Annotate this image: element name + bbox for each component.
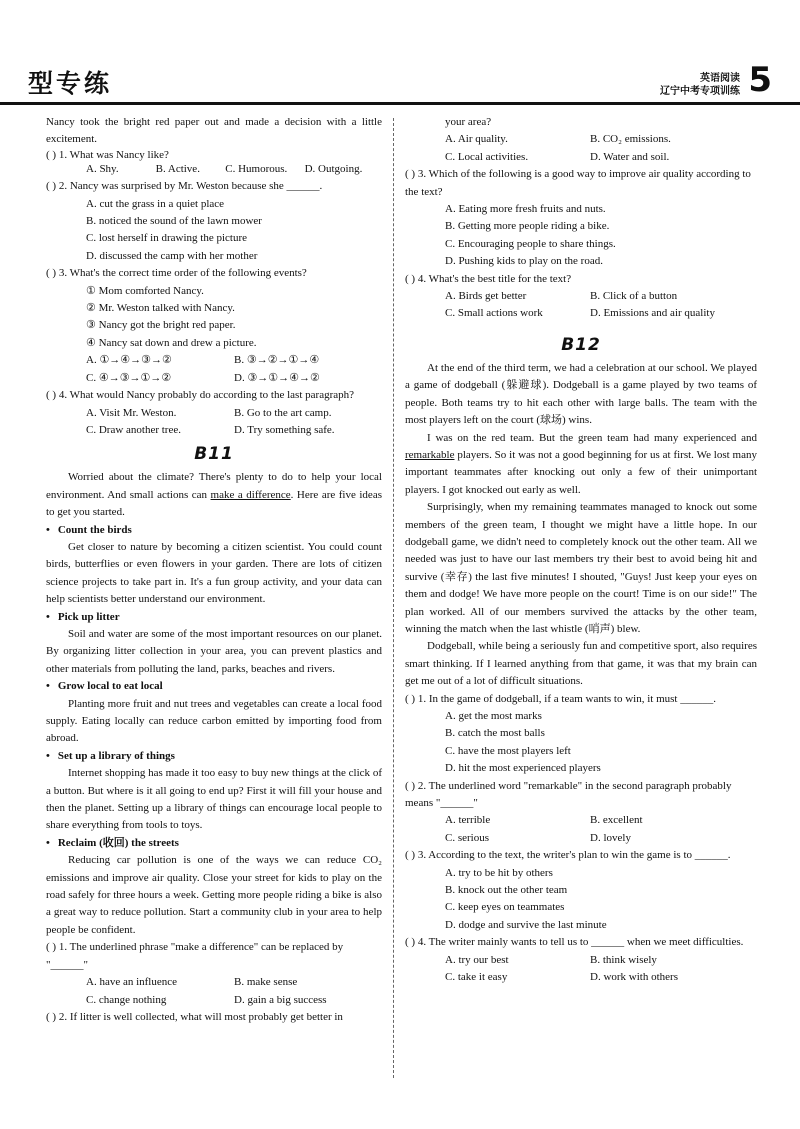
- column-divider: [393, 118, 394, 1078]
- question-stem: ( ) 4. What would Nancy probably do according to the last paragraph?: [46, 389, 354, 402]
- section-title-b11: B11: [194, 444, 234, 465]
- idea-heading: • Pick up litter: [46, 609, 382, 626]
- b10-question-1: [46, 149, 382, 178]
- header-series: [660, 72, 740, 98]
- option[interactable]: A. Air quality.: [445, 133, 508, 146]
- question-stem: ( ) 2. The underlined word "remarkable" in the second paragraph probably means "______": [405, 779, 732, 810]
- page-number: 5: [748, 60, 772, 100]
- intro-text: Worried about the climate? There's plenty to do to help your local environment. And small actions can: [46, 471, 382, 501]
- option[interactable]: C. change nothing: [86, 993, 167, 1006]
- idea-text: Internet shopping has made it too easy to buy new things at the click of a button. But where is it all going to end up? First it will fill your house and then the planet. Setting up a library of things can encourage local people to share everything from tools to toys.: [46, 767, 382, 832]
- option[interactable]: A. have an influence: [86, 976, 178, 989]
- event-item: ④ Nancy sat down and drew a picture.: [86, 336, 257, 349]
- option[interactable]: A. Eating more fresh fruits and nuts.: [445, 203, 606, 216]
- b11-question-1: [46, 939, 382, 1009]
- intro-text: . Here are five ideas to get you started.: [46, 488, 382, 519]
- question-stem: ( ) 4. The writer mainly wants to tell us to ______ when we meet difficulties.: [405, 936, 744, 949]
- question-stem: ( ) 3. What's the correct time order of the following events?: [46, 267, 307, 280]
- question-stem: ( ) 3. Which of the following is a good way to improve air quality according to the text?: [405, 168, 751, 198]
- b12-question-1: [405, 691, 757, 778]
- option[interactable]: D. Try something safe.: [234, 423, 335, 436]
- paragraph-text: I was on the red team. But the green team had many experienced and: [427, 431, 757, 444]
- idea-heading: • Set up a library of things: [46, 748, 382, 765]
- option[interactable]: D. Pushing kids to play on the road.: [445, 255, 603, 268]
- option[interactable]: C. take it easy: [445, 971, 508, 984]
- idea-heading: • Grow local to eat local: [46, 678, 382, 695]
- b12-paragraph: Surprisingly, when my remaining teammates managed to knock out some members of the green team, I thought we might have a little hope. In our dodgeball game, we didn't need to completely knock out the other team. All we needed was just to have our last members try their best to avoid being hit and survive (幸存) the last five minutes! I shouted, "Guys! Just keep your eyes on them and dodge! We have more people on the court! Time is on our side!" The plan worked. All of our members survived the attacks by the other team, winning the match when the last whistle (哨声) blew.: [405, 501, 757, 635]
- option[interactable]: C. Encouraging people to share things.: [445, 237, 616, 250]
- option[interactable]: D. Water and soil.: [590, 150, 670, 163]
- underlined-word: remarkable: [405, 448, 455, 461]
- header-series-name: 英语阅读: [700, 73, 740, 84]
- right-column: [405, 114, 757, 987]
- option[interactable]: A. Visit Mr. Weston.: [86, 406, 177, 419]
- header-subtitle: 辽宁中考专项训练: [660, 86, 740, 97]
- idea-text: Planting more fruit and nut trees and vegetables can create a local food supply. Eating locally can reduce carbon emitted by importing food from abroad.: [46, 697, 382, 745]
- option[interactable]: D. lovely: [590, 831, 631, 844]
- b10-question-3: [46, 265, 382, 387]
- option[interactable]: D. Emissions and air quality: [590, 307, 715, 320]
- passage-ending: Nancy took the bright red paper out and made a decision with a little excitement.: [46, 116, 382, 146]
- option[interactable]: A. try our best: [445, 953, 509, 966]
- option[interactable]: B. Click of a button: [590, 290, 678, 303]
- option[interactable]: A. Birds get better: [445, 290, 527, 303]
- b12-paragraph: Dodgeball, while being a seriously fun and competitive sport, also requires smart thinking. If I learned anything from that game, it was that my brain can get me out of a lot of difficult situations.: [405, 640, 757, 688]
- option[interactable]: C. Small actions work: [445, 307, 543, 320]
- underlined-phrase: make a difference: [210, 488, 291, 501]
- option[interactable]: B. CO₂ emissions.: [590, 133, 671, 146]
- option[interactable]: B. Active.: [155, 162, 200, 175]
- question-stem: ( ) 1. The underlined phrase "make a difference" can be replaced by "______": [46, 941, 344, 971]
- option[interactable]: B. noticed the sound of the lawn mower: [86, 215, 262, 228]
- option[interactable]: B. ③→②→①→④: [234, 354, 320, 367]
- b12-question-2: [405, 778, 757, 848]
- page-header: [0, 0, 800, 100]
- question-stem: ( ) 1. What was Nancy like?: [46, 148, 169, 161]
- b11-question-4: [405, 271, 757, 323]
- event-item: ③ Nancy got the bright red paper.: [86, 319, 236, 332]
- question-stem: ( ) 4. What's the best title for the text?: [405, 272, 572, 285]
- option[interactable]: A. terrible: [445, 814, 491, 827]
- b12-paragraph: At the end of the third term, we had a celebration at our school. We played a game of dodgeball (躲避球). Dodgeball is a game played by two teams of people. Both teams try to hit each other with large balls. The team with the most players left on the court (球场) wins.: [405, 361, 757, 427]
- option[interactable]: B. think wisely: [590, 953, 657, 966]
- idea-heading: • Count the birds: [46, 522, 382, 539]
- option[interactable]: A. get the most marks: [445, 710, 542, 722]
- option[interactable]: A. ①→④→③→②: [86, 354, 172, 367]
- option[interactable]: B. knock out the other team: [445, 884, 568, 897]
- b11-question-3: [405, 166, 757, 270]
- option[interactable]: D. work with others: [590, 971, 678, 984]
- b11-question-2-stem: ( ) 2. If litter is well collected, what will most probably get better in: [46, 1010, 343, 1023]
- option[interactable]: A. try to be hit by others: [445, 866, 553, 879]
- option[interactable]: A. cut the grass in a quiet place: [86, 197, 225, 210]
- question-continuation: your area?: [445, 116, 492, 128]
- b12-paragraph: [405, 430, 757, 500]
- left-column: [46, 114, 382, 1026]
- section-title-b12: B12: [561, 334, 601, 355]
- idea-text: Soil and water are some of the most important resources on our planet. By organizing litter collection in your area, you can prevent plastics and other materials from polluting the land, parks, beaches and rivers.: [46, 627, 382, 675]
- option[interactable]: D. dodge and survive the last minute: [445, 918, 607, 931]
- option[interactable]: D. ③→①→④→②: [234, 371, 320, 384]
- option[interactable]: C. Local activities.: [445, 150, 529, 163]
- option[interactable]: B. Getting more people riding a bike.: [445, 220, 610, 233]
- event-item: ① Mom comforted Nancy.: [86, 284, 204, 297]
- option[interactable]: B. make sense: [234, 976, 298, 989]
- event-item: ② Mr. Weston talked with Nancy.: [86, 302, 235, 315]
- idea-text: Reducing car pollution is one of the ways we can reduce CO₂ emissions and improve air quality. Close your street for kids to play on the road safely for three hours a week. Getting more people riding a bike is also a great way to reduce pollution. Start a community club in your area to help people be confident.: [46, 854, 382, 936]
- option[interactable]: D. gain a big success: [234, 993, 327, 1006]
- option[interactable]: C. have the most players left: [445, 744, 571, 757]
- idea-text: Get closer to nature by becoming a citizen scientist. You could count birds, butterflies or even flowers in your garden. There are lots of citizen science projects to take part in. It's a fun group activity, and your data can help scientists better understand our environment.: [46, 540, 382, 606]
- option[interactable]: C. keep eyes on teammates: [445, 901, 565, 914]
- question-stem: ( ) 3. According to the text, the writer's plan to win the game is to ______.: [405, 849, 731, 862]
- header-rule: [0, 102, 800, 105]
- option[interactable]: B. Go to the art camp.: [234, 406, 332, 419]
- option[interactable]: B. catch the most balls: [445, 727, 545, 740]
- b10-question-4: [46, 387, 382, 439]
- idea-heading: • Reclaim (收回) the streets: [46, 835, 382, 852]
- option[interactable]: C. Draw another tree.: [86, 423, 181, 436]
- option[interactable]: C. serious: [445, 831, 489, 844]
- b11-intro: [46, 469, 382, 521]
- b12-question-3: [405, 847, 757, 934]
- question-stem: ( ) 2. Nancy was surprised by Mr. Weston because she ______.: [46, 180, 323, 193]
- option[interactable]: C. Humorous.: [225, 162, 288, 175]
- b12-question-4: [405, 934, 757, 986]
- option[interactable]: B. excellent: [590, 814, 643, 827]
- option[interactable]: A. Shy.: [86, 162, 119, 175]
- option[interactable]: D. Outgoing.: [304, 162, 363, 175]
- option[interactable]: D. discussed the camp with her mother: [86, 249, 258, 262]
- paragraph-text: players. So it was not a good beginning for us at first. We lost many important teammates after knocking out only a few of their unimportant players. I got knocked out early as well.: [405, 448, 757, 496]
- option[interactable]: C. lost herself in drawing the picture: [86, 232, 247, 245]
- option[interactable]: D. hit the most experienced players: [445, 762, 601, 775]
- b10-question-2: [46, 178, 382, 265]
- question-stem: ( ) 1. In the game of dodgeball, if a team wants to win, it must ______.: [405, 692, 716, 705]
- option[interactable]: C. ④→③→①→②: [86, 371, 172, 384]
- header-title: 型专练: [28, 69, 113, 98]
